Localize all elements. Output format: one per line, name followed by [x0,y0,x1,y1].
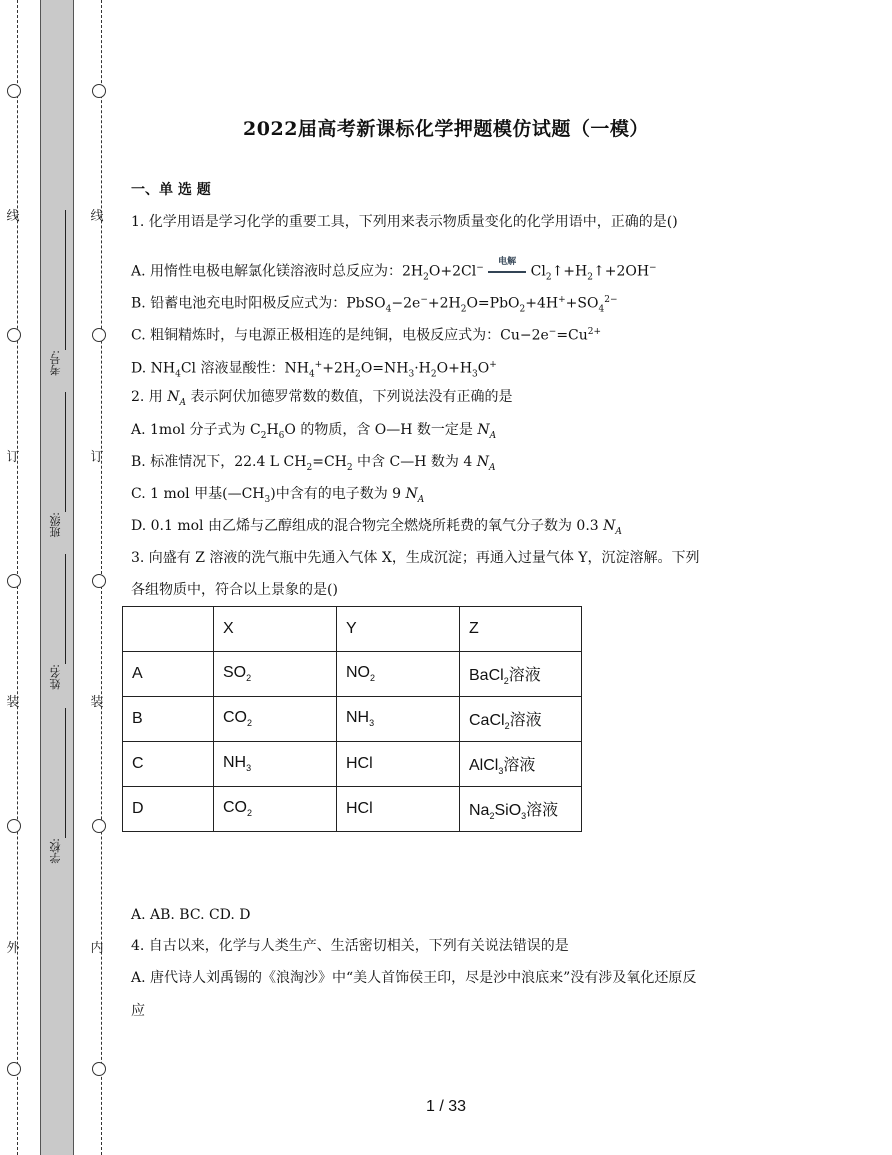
punch-hole-marker [7,1062,21,1076]
table-row [123,697,582,742]
table-cell [214,787,337,832]
subscript: 2 [355,369,361,380]
question-2-option-a[interactable] [131,420,496,446]
option-text: −2e [391,295,421,312]
question-3-stem-line2: 各组物质中，符合以上景象的是() [131,582,338,598]
table-header-cell: Z [460,607,582,652]
punch-hole-marker [92,84,106,98]
reaction-arrow [488,256,526,278]
superscript: − [548,327,557,337]
subscript: 4 [385,304,392,315]
class-label: 班级: [49,512,62,538]
avogadro-symbol: N [603,518,616,534]
school-underline [65,708,66,838]
option-text: +4H [525,295,559,312]
binding-strip [40,0,74,1155]
punch-hole-marker [7,819,21,833]
subscript: 2 [423,272,429,283]
inner-margin-char: 内 [90,941,104,956]
formula: HCl [346,800,373,817]
outer-margin-char: 线 [6,209,20,224]
subscript: 2 [460,304,467,315]
option-text: +2H [427,295,461,312]
table-cell [214,742,337,787]
subscript: 2 [247,808,253,819]
option-text: A. 1mol 分子式为 C [131,422,261,438]
option-text: ·H [414,360,431,377]
table-cell: C [123,742,214,787]
avogadro-symbol: N [477,422,490,438]
solution-label: 溶液 [508,664,541,684]
subscript: 2 [306,462,313,473]
name-underline [65,554,66,664]
option-text: =Cu [556,327,588,344]
table-row [123,652,582,697]
subscript: 2 [545,272,552,283]
question-2-option-b[interactable] [131,452,495,478]
avogadro-subscript: A [417,494,425,505]
exam-number-field[interactable] [48,350,66,376]
punch-hole-marker [92,574,106,588]
table-cell [214,652,337,697]
solution-label: 溶液 [503,754,536,774]
inner-margin-char: 线 [90,209,104,224]
option-text: O=PbO [466,295,520,312]
superscript: − [649,263,657,273]
table-cell [337,652,460,697]
table-cell [337,787,460,832]
subscript: 2 [246,673,252,684]
option-text: =CH [312,454,347,470]
table-cell: B [123,697,214,742]
exam-number-label: 考号: [49,350,62,376]
school-label: 学校: [49,838,62,864]
option-text: +2H [322,360,356,377]
formula: CO [223,799,247,817]
question-3-options[interactable]: A. AB. BC. CD. D [131,907,251,923]
question-2-option-c[interactable] [131,484,424,510]
superscript: 2+ [587,327,602,337]
subscript: 2 [346,462,353,473]
question-4-option-a-line2[interactable]: 应 [131,1003,145,1019]
avogadro-subscript: A [615,526,622,537]
stem-text: 表示阿伏加德罗常数的数值，下列说法没有正确的是 [186,389,513,405]
page-title: 2022届高考新课标化学押题模仿试题（一模） [243,118,649,140]
stem-text: 2. 用 [131,389,168,405]
question-4-stem: 4. 自古以来，化学与人类生产、生活密切相关，下列有关说法错误的是 [131,938,569,954]
table-cell: A [123,652,214,697]
subscript: 3 [472,369,478,380]
subscript: 3 [408,369,415,380]
option-text: C. 粗铜精炼时，与电源正极相连的是纯铜，电极反应式为：Cu−2e [131,327,549,344]
punch-hole-marker [92,819,106,833]
outer-margin-char: 装 [6,695,20,710]
subscript: 2 [587,272,593,283]
option-text: Cl 溶液显酸性：NH [180,360,309,377]
subscript: 2 [519,304,526,315]
question-4-option-a-line1[interactable]: A. 唐代诗人刘禹锡的《浪淘沙》中“美人首饰侯王印，尽是沙中浪底来”没有涉及氧化还原反 [131,970,697,986]
name-field[interactable] [48,664,66,690]
question-3-table [122,606,582,832]
subscript: 3 [369,718,375,729]
subscript: 2 [370,673,376,684]
subscript: 2 [247,718,253,729]
option-text: Cl [530,263,546,280]
table-cell [460,697,582,742]
table-cell [460,787,582,832]
option-text: A. 用惰性电极电解氯化镁溶液时总反应为：2H [131,263,424,280]
option-text: C. 1 mol 甲基(—CH [131,486,265,502]
option-text: O 的物质，含 O—H 数一定是 [284,422,478,438]
table-row [123,742,582,787]
table-cell [460,652,582,697]
question-1-option-d[interactable] [131,355,497,384]
subscript: 2 [504,721,510,732]
table-cell [337,742,460,787]
outer-margin-char: 外 [6,941,20,956]
question-2-option-d[interactable] [131,516,622,542]
formula: NO [346,664,370,682]
exam-number-underline [65,210,66,350]
option-text: O [477,360,490,377]
punch-hole-marker [7,574,21,588]
formula: SiO [494,801,522,819]
punch-hole-marker [7,328,21,342]
avogadro-symbol: N [476,454,489,470]
punch-hole-marker [92,328,106,342]
subscript: 2 [503,676,509,687]
subscript: 3 [246,763,252,774]
formula: BaCl [469,666,504,684]
reaction-condition: 电解 [498,256,517,267]
name-label: 姓名: [49,664,62,690]
option-text: ↑+H [551,263,588,280]
inner-margin-char: 装 [90,695,104,710]
section-heading: 一、单 选 题 [131,182,211,198]
formula: CaCl [469,711,505,729]
superscript: + [558,295,566,305]
subscript: 4 [308,369,315,380]
formula: NH [223,754,247,772]
avogadro-symbol: N [405,486,418,502]
formula: CO [223,709,247,727]
table-cell [214,697,337,742]
subscript: 6 [278,430,285,441]
question-1-stem: 1. 化学用语是学习化学的重要工具，下列用来表示物质量变化的化学用语中，正确的是() [131,214,678,230]
subscript: 4 [175,369,181,380]
formula: Na [469,801,490,819]
formula: SO [223,664,247,682]
superscript: − [420,295,428,305]
subscript: 4 [598,304,605,315]
question-1-option-c[interactable] [131,322,601,346]
school-field[interactable] [48,838,66,864]
avogadro-subscript: A [179,397,187,408]
table-header-cell: X [214,607,337,652]
reaction-arrow-bar [488,271,526,273]
formula: HCl [346,755,373,772]
outer-margin-char: 订 [6,450,20,465]
superscript: 2− [604,295,618,305]
option-text: )中含有的电子数为 9 [270,486,406,502]
avogadro-subscript: A [488,462,496,473]
class-underline [65,392,66,512]
option-text: +SO [565,295,599,312]
punch-hole-marker [92,1062,106,1076]
table-cell [460,742,582,787]
subscript: 3 [264,494,271,505]
table-cell [337,697,460,742]
solution-label: 溶液 [509,709,542,729]
option-text: O=NH [360,360,409,377]
solution-label: 溶液 [526,799,559,819]
subscript: 2 [489,811,495,822]
inner-margin-char: 订 [90,450,104,465]
formula: AlCl [469,756,499,774]
option-text: B. 标准情况下，22.4 L CH [131,454,307,470]
question-2-stem [131,387,512,413]
avogadro-symbol: N [167,389,180,405]
option-text: O+2Cl [428,263,477,280]
page-number: 1 / 33 [425,1098,467,1115]
option-text: 中含 C—H 数为 4 [352,454,477,470]
option-text: D. NH [131,360,176,377]
formula: NH [346,709,370,727]
table-cell: D [123,787,214,832]
superscript: + [489,360,497,370]
question-1-option-a[interactable] [131,258,657,287]
punch-hole-marker [7,84,21,98]
option-text: H [266,422,279,438]
class-field[interactable] [48,512,66,538]
option-text: B. 铅蓄电池充电时阳极反应式为：PbSO [131,295,386,312]
question-3-stem-line1: 3. 向盛有 Z 溶液的洗气瓶中先通入气体 X，生成沉淀；再通入过量气体 Y，沉淀溶解。下列 [131,550,700,566]
table-header-cell: Y [337,607,460,652]
table-row [123,787,582,832]
option-text: D. 0.1 mol 由乙烯与乙醇组成的混合物完全燃烧所耗费的氧气分子数为 0.3 [131,518,604,534]
option-text: O+H [436,360,473,377]
table-header-cell [123,607,214,652]
question-1-option-b[interactable] [131,290,618,319]
avogadro-subscript: A [489,430,497,441]
superscript: + [314,360,323,370]
option-text: ↑+2OH [592,263,650,280]
subscript: 3 [498,766,504,777]
subscript: 2 [430,369,437,380]
subscript: 2 [260,430,267,441]
subscript: 3 [521,811,527,822]
superscript: − [476,263,484,273]
table-header-row [123,607,582,652]
